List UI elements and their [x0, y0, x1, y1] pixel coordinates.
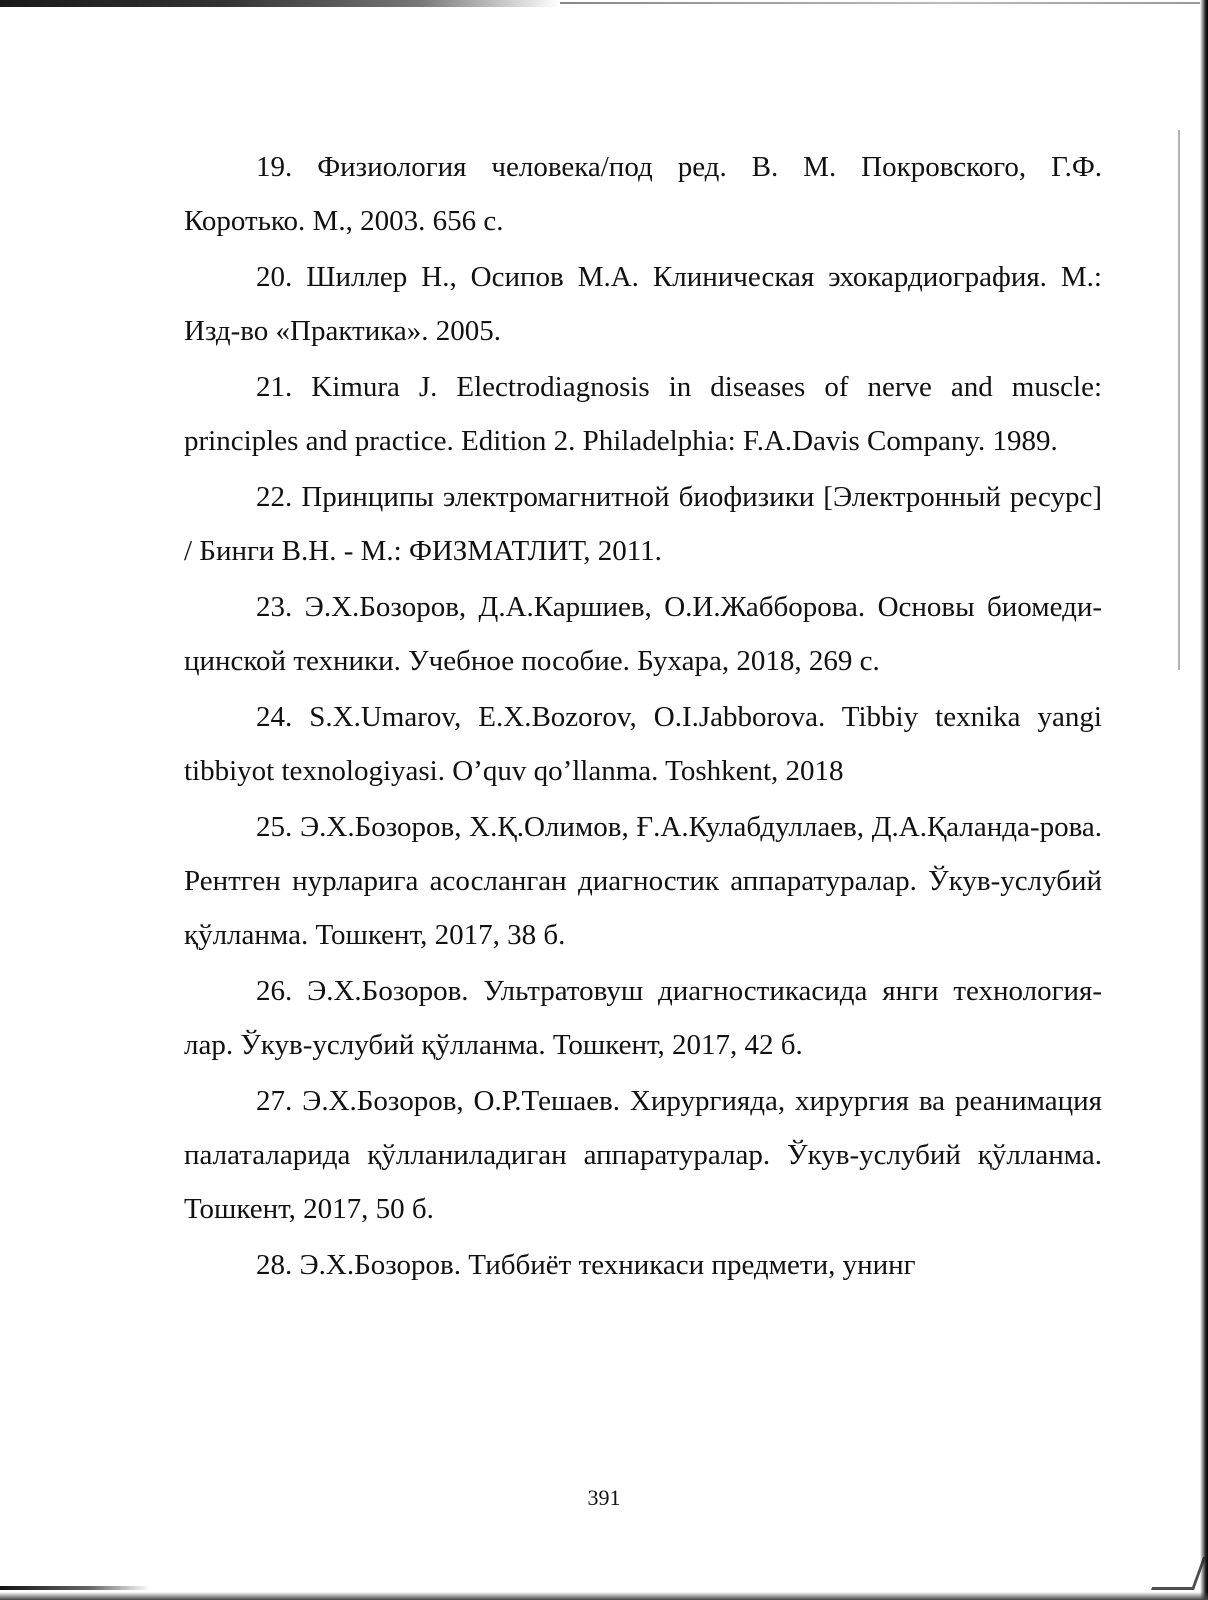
- reference-entry-22: [184, 470, 1102, 578]
- reference-number: 20.: [256, 261, 293, 293]
- scan-right-edge: [1200, 0, 1208, 1600]
- scan-top-edge-faint: [560, 2, 1200, 4]
- reference-number: 23.: [256, 591, 293, 623]
- reference-text: Э.Х.Бозоров, Х.Қ.Олимов, Ғ.А.Кулабдуллаев, Д.А.Қаланда-рова. Рентген нурларига асосланган диагностик аппаратуралар. Ўкув-услубий қўлланма. Тошкент, 2017, 38 б.: [184, 811, 1103, 951]
- reference-number: 24.: [256, 701, 293, 733]
- scan-corner-artifact: [1151, 1557, 1206, 1590]
- scan-top-edge: [0, 0, 560, 7]
- reference-text: Э.Х.Бозоров, Д.А.Каршиев, О.И.Жабборова. Основы биомеди-цинской техники. Учебное пособие. Бухара, 2018, 269 с.: [184, 591, 1103, 677]
- reference-number: 28.: [256, 1249, 293, 1281]
- reference-number: 26.: [256, 975, 293, 1007]
- reference-entry-24: [184, 690, 1102, 798]
- page-number: 391: [587, 1485, 621, 1510]
- reference-number: 19.: [256, 151, 293, 183]
- reference-text: Принципы электромагнитной биофизики [Электронный ресурс] / Бинги В.Н. - М.: ФИЗМАТЛИТ, 2011.: [184, 481, 1103, 567]
- reference-text: Шиллер Н., Осипов М.А. Клиническая эхокардиография. М.: Изд-во «Практика». 2005.: [184, 261, 1102, 347]
- scan-right-artifact: [1178, 130, 1180, 670]
- reference-text: Физиология человека/под ред. В. М. Покровского, Г.Ф. Коротько. М., 2003. 656 с.: [184, 151, 1102, 237]
- reference-number: 25.: [256, 811, 293, 843]
- reference-text: Э.Х.Бозоров. Тиббиёт техникаси предмети, унинг: [299, 1249, 916, 1281]
- reference-number: 22.: [256, 481, 293, 513]
- reference-entry-21: [184, 360, 1102, 468]
- reference-entry-20: [184, 250, 1102, 358]
- reference-number: 27.: [256, 1085, 293, 1117]
- reference-text: Э.Х.Бозоров. Ультратовуш диагностикасида янги технология-лар. Ўкув-услубий қўлланма. Тошкент, 2017, 42 б.: [184, 975, 1102, 1061]
- reference-text: Э.Х.Бозоров, О.Р.Тешаев. Хирургияда, хирургия ва реанимация палаталарида қўлланиладиган аппаратуралар. Ўкув-услубий қўлланма. Тошкент, 2017, 50 б.: [184, 1085, 1103, 1225]
- reference-entry-19: [184, 140, 1102, 248]
- reference-entry-28: [184, 1238, 1102, 1292]
- scan-bottom-edge: [0, 1592, 1208, 1600]
- reference-list: [184, 140, 1102, 1294]
- reference-text: S.X.Umarov, E.X.Bozorov, O.I.Jabborova. Tibbiy texnika yangi tibbiyot texnologiyasi. O’quv qo’llanma. Toshkent, 2018: [184, 701, 1102, 787]
- reference-entry-27: [184, 1074, 1102, 1236]
- reference-number: 21.: [256, 371, 293, 403]
- reference-entry-26: [184, 964, 1102, 1072]
- reference-entry-25: [184, 800, 1102, 962]
- reference-text: Kimura J. Electrodiagnosis in diseases of nerve and muscle: principles and practice. Edition 2. Philadelphia: F.A.Davis Company. 1989.: [184, 371, 1102, 457]
- scan-bottom-left-artifact: [0, 1586, 150, 1590]
- reference-entry-23: [184, 580, 1102, 688]
